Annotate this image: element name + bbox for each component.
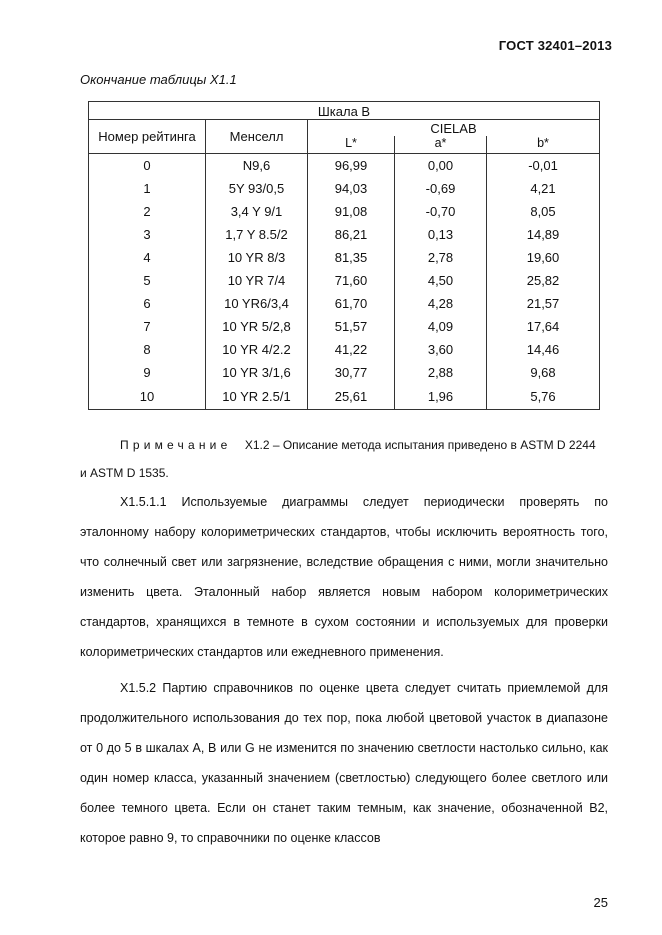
- note-label: Примечание: [120, 438, 232, 452]
- cell-munsell: 10 YR6/3,4: [206, 292, 308, 315]
- cell-l-star: 25,61: [308, 384, 395, 410]
- cell-b-star: -0,01: [487, 154, 600, 178]
- header-l-star: L*: [308, 136, 395, 154]
- cell-l-star: 81,35: [308, 246, 395, 269]
- cell-rating: 3: [89, 223, 206, 246]
- table-row: [89, 246, 600, 269]
- cell-munsell: 10 YR 3/1,6: [206, 361, 308, 384]
- table-row: [89, 338, 600, 361]
- document-code: ГОСТ 32401–2013: [498, 38, 612, 53]
- cell-munsell: 1,7 Y 8.5/2: [206, 223, 308, 246]
- cell-a-star: 1,96: [395, 384, 487, 410]
- cell-rating: 10: [89, 384, 206, 410]
- cell-a-star: 0,00: [395, 154, 487, 178]
- cell-rating: 2: [89, 200, 206, 223]
- cell-a-star: 2,88: [395, 361, 487, 384]
- header-b-star: b*: [487, 136, 600, 154]
- cell-b-star: 9,68: [487, 361, 600, 384]
- note-text: X1.2 – Описание метода испытания приведено в ASTM D 2244: [244, 438, 596, 452]
- cell-a-star: 2,78: [395, 246, 487, 269]
- cell-b-star: 4,21: [487, 177, 600, 200]
- table-row: [89, 154, 600, 178]
- cell-munsell: 5Y 93/0,5: [206, 177, 308, 200]
- cell-rating: 4: [89, 246, 206, 269]
- cell-l-star: 30,77: [308, 361, 395, 384]
- table-row: [89, 223, 600, 246]
- cell-l-star: 61,70: [308, 292, 395, 315]
- cell-rating: 9: [89, 361, 206, 384]
- cell-l-star: 94,03: [308, 177, 395, 200]
- cell-a-star: -0,70: [395, 200, 487, 223]
- cell-a-star: 0,13: [395, 223, 487, 246]
- cell-a-star: 3,60: [395, 338, 487, 361]
- table-row: [89, 292, 600, 315]
- cell-b-star: 5,76: [487, 384, 600, 410]
- cell-b-star: 8,05: [487, 200, 600, 223]
- header-cielab: CIELAB: [308, 120, 600, 137]
- cell-rating: 0: [89, 154, 206, 178]
- note-line-1: [80, 438, 608, 452]
- cell-munsell: 10 YR 4/2.2: [206, 338, 308, 361]
- cell-l-star: 96,99: [308, 154, 395, 178]
- cell-b-star: 14,46: [487, 338, 600, 361]
- cell-b-star: 25,82: [487, 269, 600, 292]
- cell-munsell: N9,6: [206, 154, 308, 178]
- table-row: [89, 361, 600, 384]
- cell-b-star: 19,60: [487, 246, 600, 269]
- cell-l-star: 86,21: [308, 223, 395, 246]
- cell-munsell: 10 YR 5/2,8: [206, 315, 308, 338]
- cell-rating: 7: [89, 315, 206, 338]
- cell-l-star: 71,60: [308, 269, 395, 292]
- page-number: 25: [593, 895, 608, 910]
- cell-l-star: 91,08: [308, 200, 395, 223]
- table-row: [89, 269, 600, 292]
- header-scale-b: Шкала B: [89, 102, 600, 120]
- cell-munsell: 10 YR 7/4: [206, 269, 308, 292]
- cell-b-star: 17,64: [487, 315, 600, 338]
- cell-b-star: 21,57: [487, 292, 600, 315]
- table-caption: Окончание таблицы X1.1: [80, 72, 237, 87]
- cell-a-star: 4,28: [395, 292, 487, 315]
- cell-munsell: 3,4 Y 9/1: [206, 200, 308, 223]
- cell-rating: 5: [89, 269, 206, 292]
- cell-rating: 1: [89, 177, 206, 200]
- table-row: [89, 200, 600, 223]
- color-rating-table: [88, 101, 600, 410]
- table-row: [89, 315, 600, 338]
- header-munsell: Менселл: [206, 120, 308, 154]
- paragraph-x1-5-1-1: [80, 487, 608, 667]
- cell-b-star: 14,89: [487, 223, 600, 246]
- header-a-star: a*: [395, 136, 487, 154]
- cell-rating: 6: [89, 292, 206, 315]
- paragraph-text: X1.5.1.1 Используемые диаграммы следует периодически проверять по эталонному набору колориметрических стандартов, чтобы исключить вероятность того, что солнечный свет или загрязнение, вследствие обращения с ними, могли значительно изменить цвета. Эталонный набор является новым набором колориметрических стандартов, хранящихся в темноте в сухом состоянии и используемых для проверки колориметрических стандартов или ежедневного применения.: [80, 495, 608, 659]
- table-row: [89, 384, 600, 410]
- paragraph-text: X1.5.2 Партию справочников по оценке цвета следует считать приемлемой для продолжительного использования до тех пор, пока любой цветовой участок в диапазоне от 0 до 5 в шкалах A, B или G не изменится по значению светлости настолько сильно, как один номер класса, указанный значением (светлостью) следующего более светлого или более темного цвета. Если он станет таким темным, как значение, обозначенной B2, которое равно 9, то справочники по оценке классов: [80, 681, 608, 845]
- cell-a-star: -0,69: [395, 177, 487, 200]
- cell-munsell: 10 YR 2.5/1: [206, 384, 308, 410]
- cell-munsell: 10 YR 8/3: [206, 246, 308, 269]
- cell-l-star: 41,22: [308, 338, 395, 361]
- header-rating-number: Номер рейтинга: [89, 120, 206, 154]
- cell-a-star: 4,09: [395, 315, 487, 338]
- cell-l-star: 51,57: [308, 315, 395, 338]
- cell-rating: 8: [89, 338, 206, 361]
- cell-a-star: 4,50: [395, 269, 487, 292]
- note-line-2: и ASTM D 1535.: [80, 466, 169, 480]
- table-row: [89, 177, 600, 200]
- paragraph-x1-5-2: [80, 673, 608, 853]
